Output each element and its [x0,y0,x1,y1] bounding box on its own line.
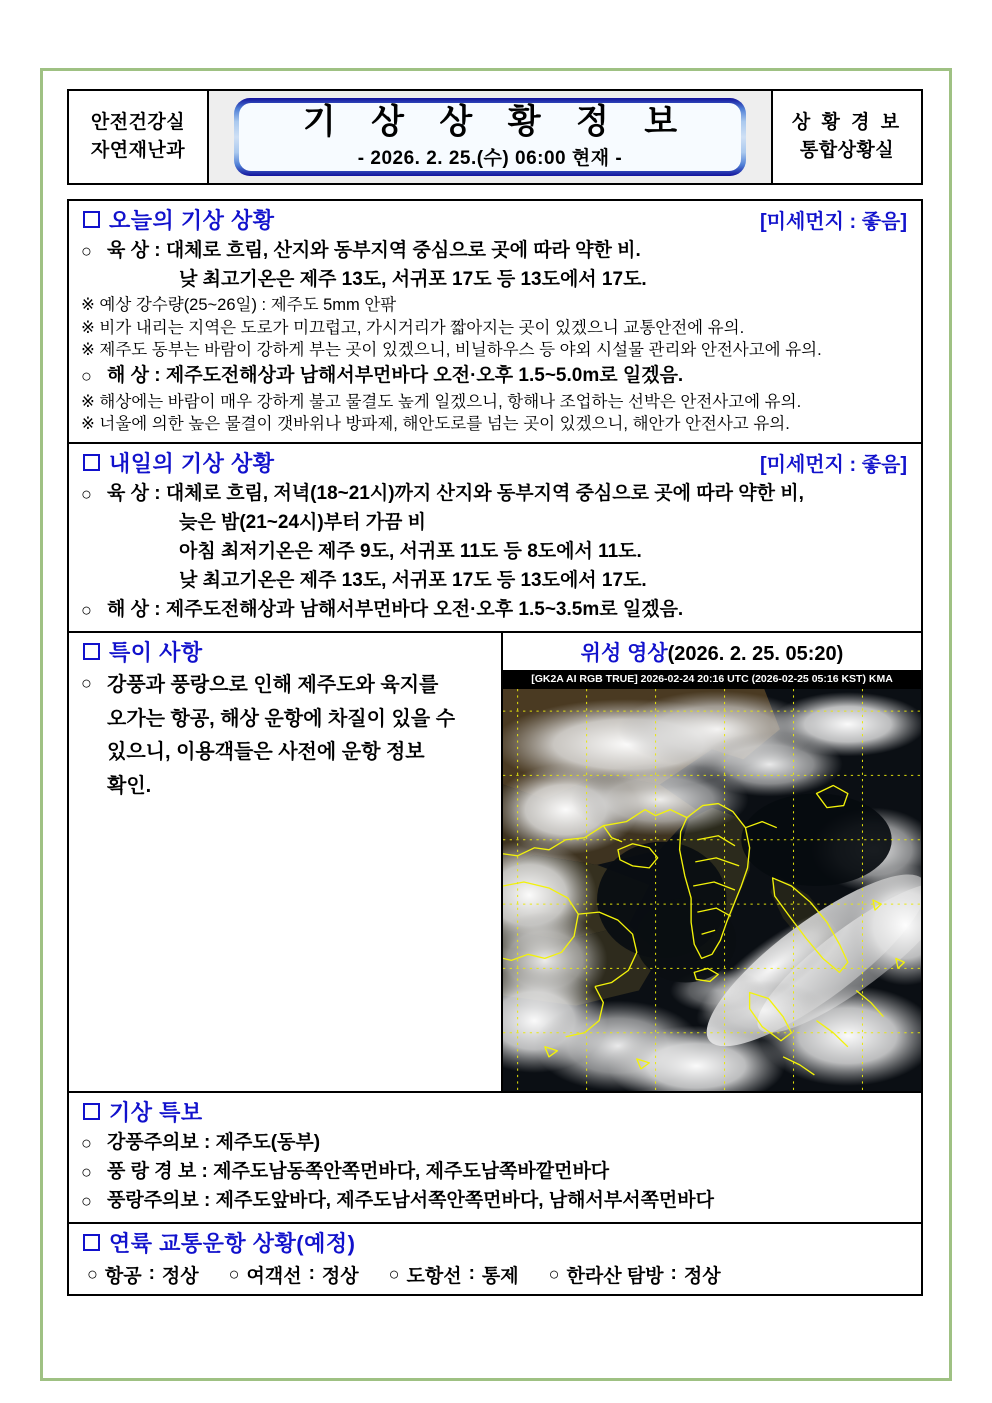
today-note-4: ※ 해상에는 바람이 매우 강하게 불고 물결도 높게 일겠으니, 항해나 조업하는 선박은 안전사고에 유의. [81,392,802,411]
transport-label: 도항선 [406,1265,462,1287]
warning-label: 강풍주의보 [107,1131,199,1153]
tomorrow-sea-line: ○ 해 상 : 제주도전해상과 남해서부먼바다 오전·오후 1.5~3.5m로 일겠음. [81,596,909,625]
special-line-1: ○ 강풍과 풍랑으로 인해 제주도와 육지를 [81,669,489,703]
section-tomorrow [69,444,921,633]
header-title-cell [209,91,771,183]
header-office-line2: 통합상황실 [799,140,895,161]
header-office-line1: 상 황 경 보 [791,112,903,134]
header-office-cell [771,91,921,183]
transport-separator: : [670,1263,677,1285]
transport-separator: : [308,1263,315,1285]
document-header [67,89,923,185]
satellite-caption: [GK2A AI RGB TRUE] 2026-02-24 20:16 UTC (2026-02-25 05:16 KST) KMA [503,670,921,689]
page-frame [40,68,952,1381]
section-transport-body [69,1260,921,1294]
header-department-line1: 안전건강실 [90,112,186,134]
section-warnings [69,1093,921,1224]
bullet-circle-icon: ○ [81,1190,92,1211]
satellite-title-label: 위성 영상 [580,641,668,665]
title-plaque [234,98,745,176]
satellite-image [503,670,921,1091]
page-title: 기 상 상 황 정 보 [302,103,691,142]
bullet-circle-icon: ○ [81,1161,92,1182]
section-special [69,633,503,1091]
warning-label: 풍 랑 경 보 [107,1160,197,1182]
checkbox-icon [83,454,100,471]
satellite-graphic [503,689,921,1091]
warning-value: 제주도(동부) [215,1131,321,1153]
warning-row: ○ 풍 랑 경 보 : 제주도남동쪽안쪽먼바다, 제주도남쪽바깥먼바다 [81,1158,909,1187]
warning-label: 풍랑주의보 [107,1189,199,1211]
section-tomorrow-title: 내일의 기상 상황 [109,451,275,477]
special-line-4: 확인. [107,774,152,797]
section-warnings-title: 기상 특보 [109,1099,203,1125]
transport-separator: : [468,1263,475,1285]
section-special-title: 특이 사항 [109,639,203,665]
bullet-circle-icon: ○ [228,1263,240,1284]
checkbox-icon [83,1234,100,1251]
special-line-3: 있으니, 이용객들은 사전에 운항 정보 [107,741,425,764]
transport-status: 정상 [161,1265,199,1287]
tomorrow-land-line2: 늦은 밤(21~24시)부터 가끔 비 [179,512,427,534]
satellite-title-time: (2026. 2. 25. 05:20) [667,642,844,665]
section-today-body [69,237,921,442]
section-today-header [69,201,921,237]
today-note-1: ※ 예상 강수량(25~26일) : 제주도 5mm 안팎 [81,296,397,315]
transport-separator: : [148,1263,155,1285]
bullet-circle-icon: ○ [81,366,92,387]
checkbox-icon [83,211,100,228]
tomorrow-max-temp-line: 낮 최고기온은 제주 13도, 서귀포 17도 등 13도에서 17도. [179,570,647,591]
today-note-5: ※ 너울에 의한 높은 물결이 갯바위나 방파제, 해안도로를 넘는 곳이 있겠으니, 해안가 안전사고 유의. [81,415,790,434]
transport-status: 정상 [321,1265,359,1287]
section-special-body [69,669,501,809]
today-land-line: ○ 육 상 : 대체로 흐림, 산지와 동부지역 중심으로 곳에 따라 약한 비. [81,237,909,266]
section-tomorrow-header [69,444,921,480]
header-department-cell [69,91,209,183]
transport-status: 정상 [683,1265,721,1287]
bullet-circle-icon: ○ [87,1263,98,1284]
checkbox-icon [83,1103,100,1120]
transport-label: 한라산 탐방 [566,1265,664,1287]
section-transport-header [69,1224,921,1260]
satellite-canvas [503,689,921,1091]
bullet-circle-icon: ○ [81,484,92,505]
bullet-circle-icon: ○ [81,1132,92,1153]
warning-value: 제주도남동쪽안쪽먼바다, 제주도남쪽바깥먼바다 [213,1160,610,1182]
warning-row: ○ 강풍주의보 : 제주도(동부) [81,1129,909,1158]
header-department-line2: 자연재난과 [90,140,186,161]
tomorrow-land-line: ○ 육 상 : 대체로 흐림, 저녁(18~21시)까지 산지와 동부지역 중심으로 곳에 따라 약한 비, [81,480,909,509]
transport-item-passenger-ship [229,1261,359,1288]
tomorrow-min-temp-line: 아침 최저기온은 제주 9도, 서귀포 11도 등 8도에서 11도. [179,541,642,563]
tomorrow-dust-badge: [미세먼지 : 좋음] [759,454,907,477]
warning-value: 제주도앞바다, 제주도남서쪽안쪽먼바다, 남해서부서쪽먼바다 [215,1189,714,1211]
title-plaque-inner [239,103,740,171]
satellite-title [503,633,921,670]
today-land-temp-line: 낮 최고기온은 제주 13도, 서귀포 17도 등 13도에서 17도. [179,268,647,290]
today-note-2: ※ 비가 내리는 지역은 도로가 미끄럽고, 가시거리가 짧아지는 곳이 있겠으니 교통안전에 유의. [81,318,745,337]
section-transport [69,1224,921,1296]
transport-item-hallasan [549,1261,721,1288]
transport-item-ferry [389,1261,519,1288]
bullet-circle-icon: ○ [81,672,92,693]
bullet-circle-icon: ○ [81,599,92,620]
section-special-header [69,633,501,669]
section-satellite [503,633,921,1091]
today-sea-line: ○ 해 상 : 제주도전해상과 남해서부먼바다 오전·오후 1.5~5.0m로 일겠음. [81,362,909,391]
warning-row: ○ 풍랑주의보 : 제주도앞바다, 제주도남서쪽안쪽먼바다, 남해서부서쪽먼바다 [81,1187,909,1216]
transport-item-air [87,1261,199,1288]
special-line-2: 오가는 항공, 해상 운항에 차질이 있을 수 [107,707,456,730]
transport-label: 여객선 [246,1265,302,1287]
section-today-title: 오늘의 기상 상황 [109,208,275,233]
transport-status: 통제 [481,1265,519,1287]
section-warnings-header [69,1093,921,1129]
today-dust-badge: [미세먼지 : 좋음] [759,211,907,233]
transport-label: 항공 [104,1265,142,1287]
bullet-circle-icon: ○ [548,1263,560,1284]
today-note-3: ※ 제주도 동부는 바람이 강하게 부는 곳이 있겠으니, 비닐하우스 등 야외 시설물 관리와 안전사고에 유의. [81,341,822,360]
section-transport-title: 연륙 교통운항 상황(예정) [109,1230,356,1256]
bullet-circle-icon: ○ [81,241,92,261]
bullet-circle-icon: ○ [388,1263,400,1284]
checkbox-icon [83,643,100,660]
section-special-and-satellite [69,633,921,1093]
section-warnings-body [69,1129,921,1222]
section-today [69,201,921,444]
section-tomorrow-body [69,480,921,631]
report-body [67,199,923,1296]
page-subtitle: - 2026. 2. 25.(수) 06:00 현재 - [357,147,623,169]
